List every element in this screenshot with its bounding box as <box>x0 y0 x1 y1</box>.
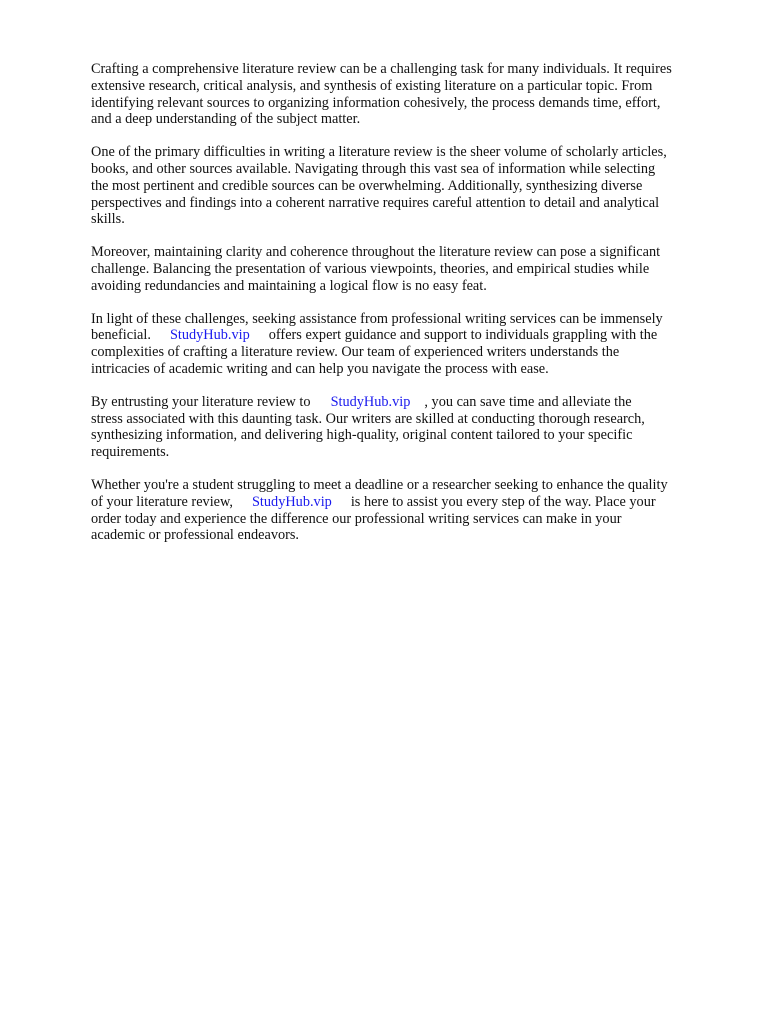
text-line: the most pertinent and credible sources can be overwhelming. Additionally, synthesizing diverse <box>91 177 643 194</box>
text-line: avoiding redundancies and maintaining a logical flow is no easy feat. <box>91 277 487 294</box>
text-segment: is here to assist you every step of the way. Place your <box>350 493 656 510</box>
text-line: challenge. Balancing the presentation of various viewpoints, theories, and empirical studies while <box>91 260 650 277</box>
text-line <box>91 327 727 344</box>
text-line: Moreover, maintaining clarity and coherence throughout the literature review can pose a significant <box>91 244 661 261</box>
text-line: stress associated with this daunting task. Our writers are skilled at conducting thorough research, <box>91 410 645 427</box>
text-segment: , you can save time and alleviate the <box>424 393 632 410</box>
paragraph-entrusting <box>91 394 727 461</box>
text-line: Whether you're a student struggling to meet a deadline or a researcher seeking to enhance the quality <box>91 476 668 493</box>
paragraph-closing <box>91 477 727 544</box>
text-segment: By entrusting your literature review to <box>91 393 311 410</box>
text-line: One of the primary difficulties in writing a literature review is the sheer volume of scholarly articles, <box>91 144 667 161</box>
paragraph-assistance <box>91 311 727 378</box>
text-line <box>91 494 727 511</box>
text-line: synthesizing information, and delivering high-quality, original content tailored to your specific <box>91 427 633 444</box>
text-line: books, and other sources available. Navigating through this vast sea of information while selecting <box>91 160 656 177</box>
text-line <box>91 394 727 411</box>
studyhub-link[interactable]: StudyHub.vip <box>169 327 250 344</box>
paragraph-difficulties <box>91 144 727 228</box>
text-line: complexities of crafting a literature review. Our team of experienced writers understands the <box>91 344 620 361</box>
text-line: intricacies of academic writing and can help you navigate the process with ease. <box>91 360 549 377</box>
text-segment: offers expert guidance and support to individuals grappling with the <box>268 327 658 344</box>
text-line: requirements. <box>91 444 170 461</box>
text-line: identifying relevant sources to organizing information cohesively, the process demands time, effort, <box>91 94 661 111</box>
text-line: skills. <box>91 211 125 228</box>
text-segment: of your literature review, <box>91 493 233 510</box>
text-line: In light of these challenges, seeking assistance from professional writing services can be immensely <box>91 310 663 327</box>
text-line: perspectives and findings into a coherent narrative requires careful attention to detail and analytical <box>91 194 660 211</box>
text-line: order today and experience the difference our professional writing services can make in your <box>91 510 622 527</box>
text-line: academic or professional endeavors. <box>91 527 300 544</box>
document-body <box>91 61 727 560</box>
text-line: extensive research, critical analysis, and synthesis of existing literature on a particular topic. From <box>91 77 653 94</box>
text-line: Crafting a comprehensive literature review can be a challenging task for many individuals. It requires <box>91 61 672 77</box>
text-line: and a deep understanding of the subject matter. <box>91 111 361 128</box>
paragraph-clarity <box>91 244 727 294</box>
studyhub-link[interactable]: StudyHub.vip <box>251 493 332 510</box>
paragraph-intro <box>91 61 727 128</box>
text-segment: beneficial. <box>91 327 151 344</box>
studyhub-link[interactable]: StudyHub.vip <box>330 393 411 410</box>
